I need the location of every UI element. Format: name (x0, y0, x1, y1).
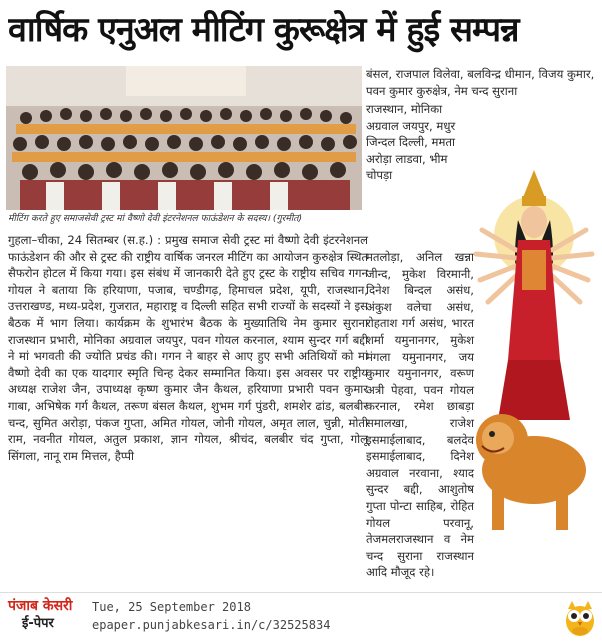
owl-mascot-icon (562, 597, 598, 637)
article-paragraph: राजस्थान, मोनिका अग्रवाल जयपुर, मधुर जिन्दल दिल्ली, ममता अरोड़ा लाडवा, भीम चोपड़ा (366, 102, 456, 183)
photo-caption: मीटिंग करते हुए समाजसेवी ट्रस्ट मां वैष्णो देवी इंटरनेशनल फाऊंडेशन के सदस्य। (गुरमीत) (8, 213, 303, 224)
group-photo (6, 66, 362, 210)
epaper-url-link[interactable]: epaper.punjabkesari.in/c/32525834 (92, 618, 331, 632)
article-headline: वार्षिक एनुअल मीटिंग कुरूक्षेत्र में हुई सम्पन्न (8, 10, 519, 50)
group-photo-illustration (6, 66, 362, 210)
article-paragraph: गुहला–चीका, 24 सितम्बर (स.ह.) : प्रमुख समाज सेवी ट्रस्ट मां वैष्णो देवी इंटरनेशनल फाऊंडेशन की और से ट्रस्ट की राष्ट्रीय वार्षिक जनरल मीटिंग का आयोजन कुरुक्षेत्र स्थित सैफरोन होटल में किया गया। इस संबंध में जानकारी देते हुए ट्रस्ट के राष्ट्रीय सचिव गगन गोयल ने बताया कि हरियाणा, पजाब, चण्डीगढ़, हिमाचल प्रदेश, यूपी, राजस्थान, उत्तराखण्ड, मध्य-प्रदेश, गुजरात, महाराष्ट्र व दिल्ली सहित सभी राज्यों के सदस्यों ने इस बैठक में भाग लिया। कार्यक्रम के शुभारंभ बैठक के मुख्यातिथि नेम कुमार सुराना राजस्थान प्रभारी, मोनिका अग्रवाल जयपुर, पवन गोयल करनाल, श्याम सुन्दर गर्ग बद्दी ने मां भगवती की ज्योति प्रचंड की। गगन ने बाहर से आए हुए सभी अतिथियों को मां वैष्णो देवी का एक यादगार स्मृति चिन्ह देकर सम्मानित किया। इस अवसर पर राष्ट्रीय अध्यक्ष राजेश जैन, उपाध्यक्ष कृष्ण कुमार जैन कैथल, हरियाणा प्रभारी पवन कुमार गाबा, अभिषेक गर्ग कैथल, तरूण बंसल कैथल, शुभम गर्ग पुंडरी, शमशेर ढांड, बलबीर चन्द, सुमित अरोड़ा, पंकज गुप्ता, अमित गोयल, जोनी गोयल, अमृत लाल, चुन्नी, मोती राम, नवनीत गोयल, अतुल प्रकाश, ज्ञान गोयल, श्रीचंद, बलबीर चंद गुप्ता, गोलू सिंगला, नानू राम मित्तल, हैप्पी (8, 233, 368, 463)
article-body-right-narrow (366, 101, 464, 184)
punjab-kesari-logo[interactable] (8, 597, 88, 637)
article-paragraph: मतलोड़ा, अनिल खन्ना जीन्द, मुकेश विरमानी, दिनेश बिन्दल असंध, अंकुश वलेचा असंध, रोहताश गर्ग असंध, भारत शर्मा यमुनानगर, मुकेश मंगला यमुनानगर, जय कुमार यमुनानगर, वरूण अत्री पेहवा, पवन गोयल करनाल, रमेश छाबड़ा समालखा, राजेश इसमाईलाबाद, बलदेव इसमाईलाबाद, दिनेश अग्रवाल नरवाना, श्याद सुन्दर बद्दी, आशुतोष गुप्ता पोन्टा साहिब, रोहित गोयल परवानू, तेजमलराजस्थान व नेम चन्द सुराना राजस्थान आदि मौजूद रहे। (366, 250, 474, 580)
goddess-illustration (462, 140, 602, 580)
logo-title: पंजाब केसरी (8, 598, 73, 614)
article-body-right-top (366, 66, 598, 99)
logo-subtitle: ई-पेपर (22, 616, 54, 631)
article-body-right-main (366, 249, 474, 581)
article-body-left-column (8, 232, 368, 464)
page-footer (0, 592, 602, 641)
durga-icon (462, 140, 602, 580)
edition-date: Tue, 25 September 2018 (92, 600, 251, 614)
article-paragraph: बंसल, राजपाल विलेवा, बलविन्द्र धीमान, विजय कुमार, पवन कुमार कुरुक्षेत्र, नेम चन्द सुराना (366, 67, 595, 98)
